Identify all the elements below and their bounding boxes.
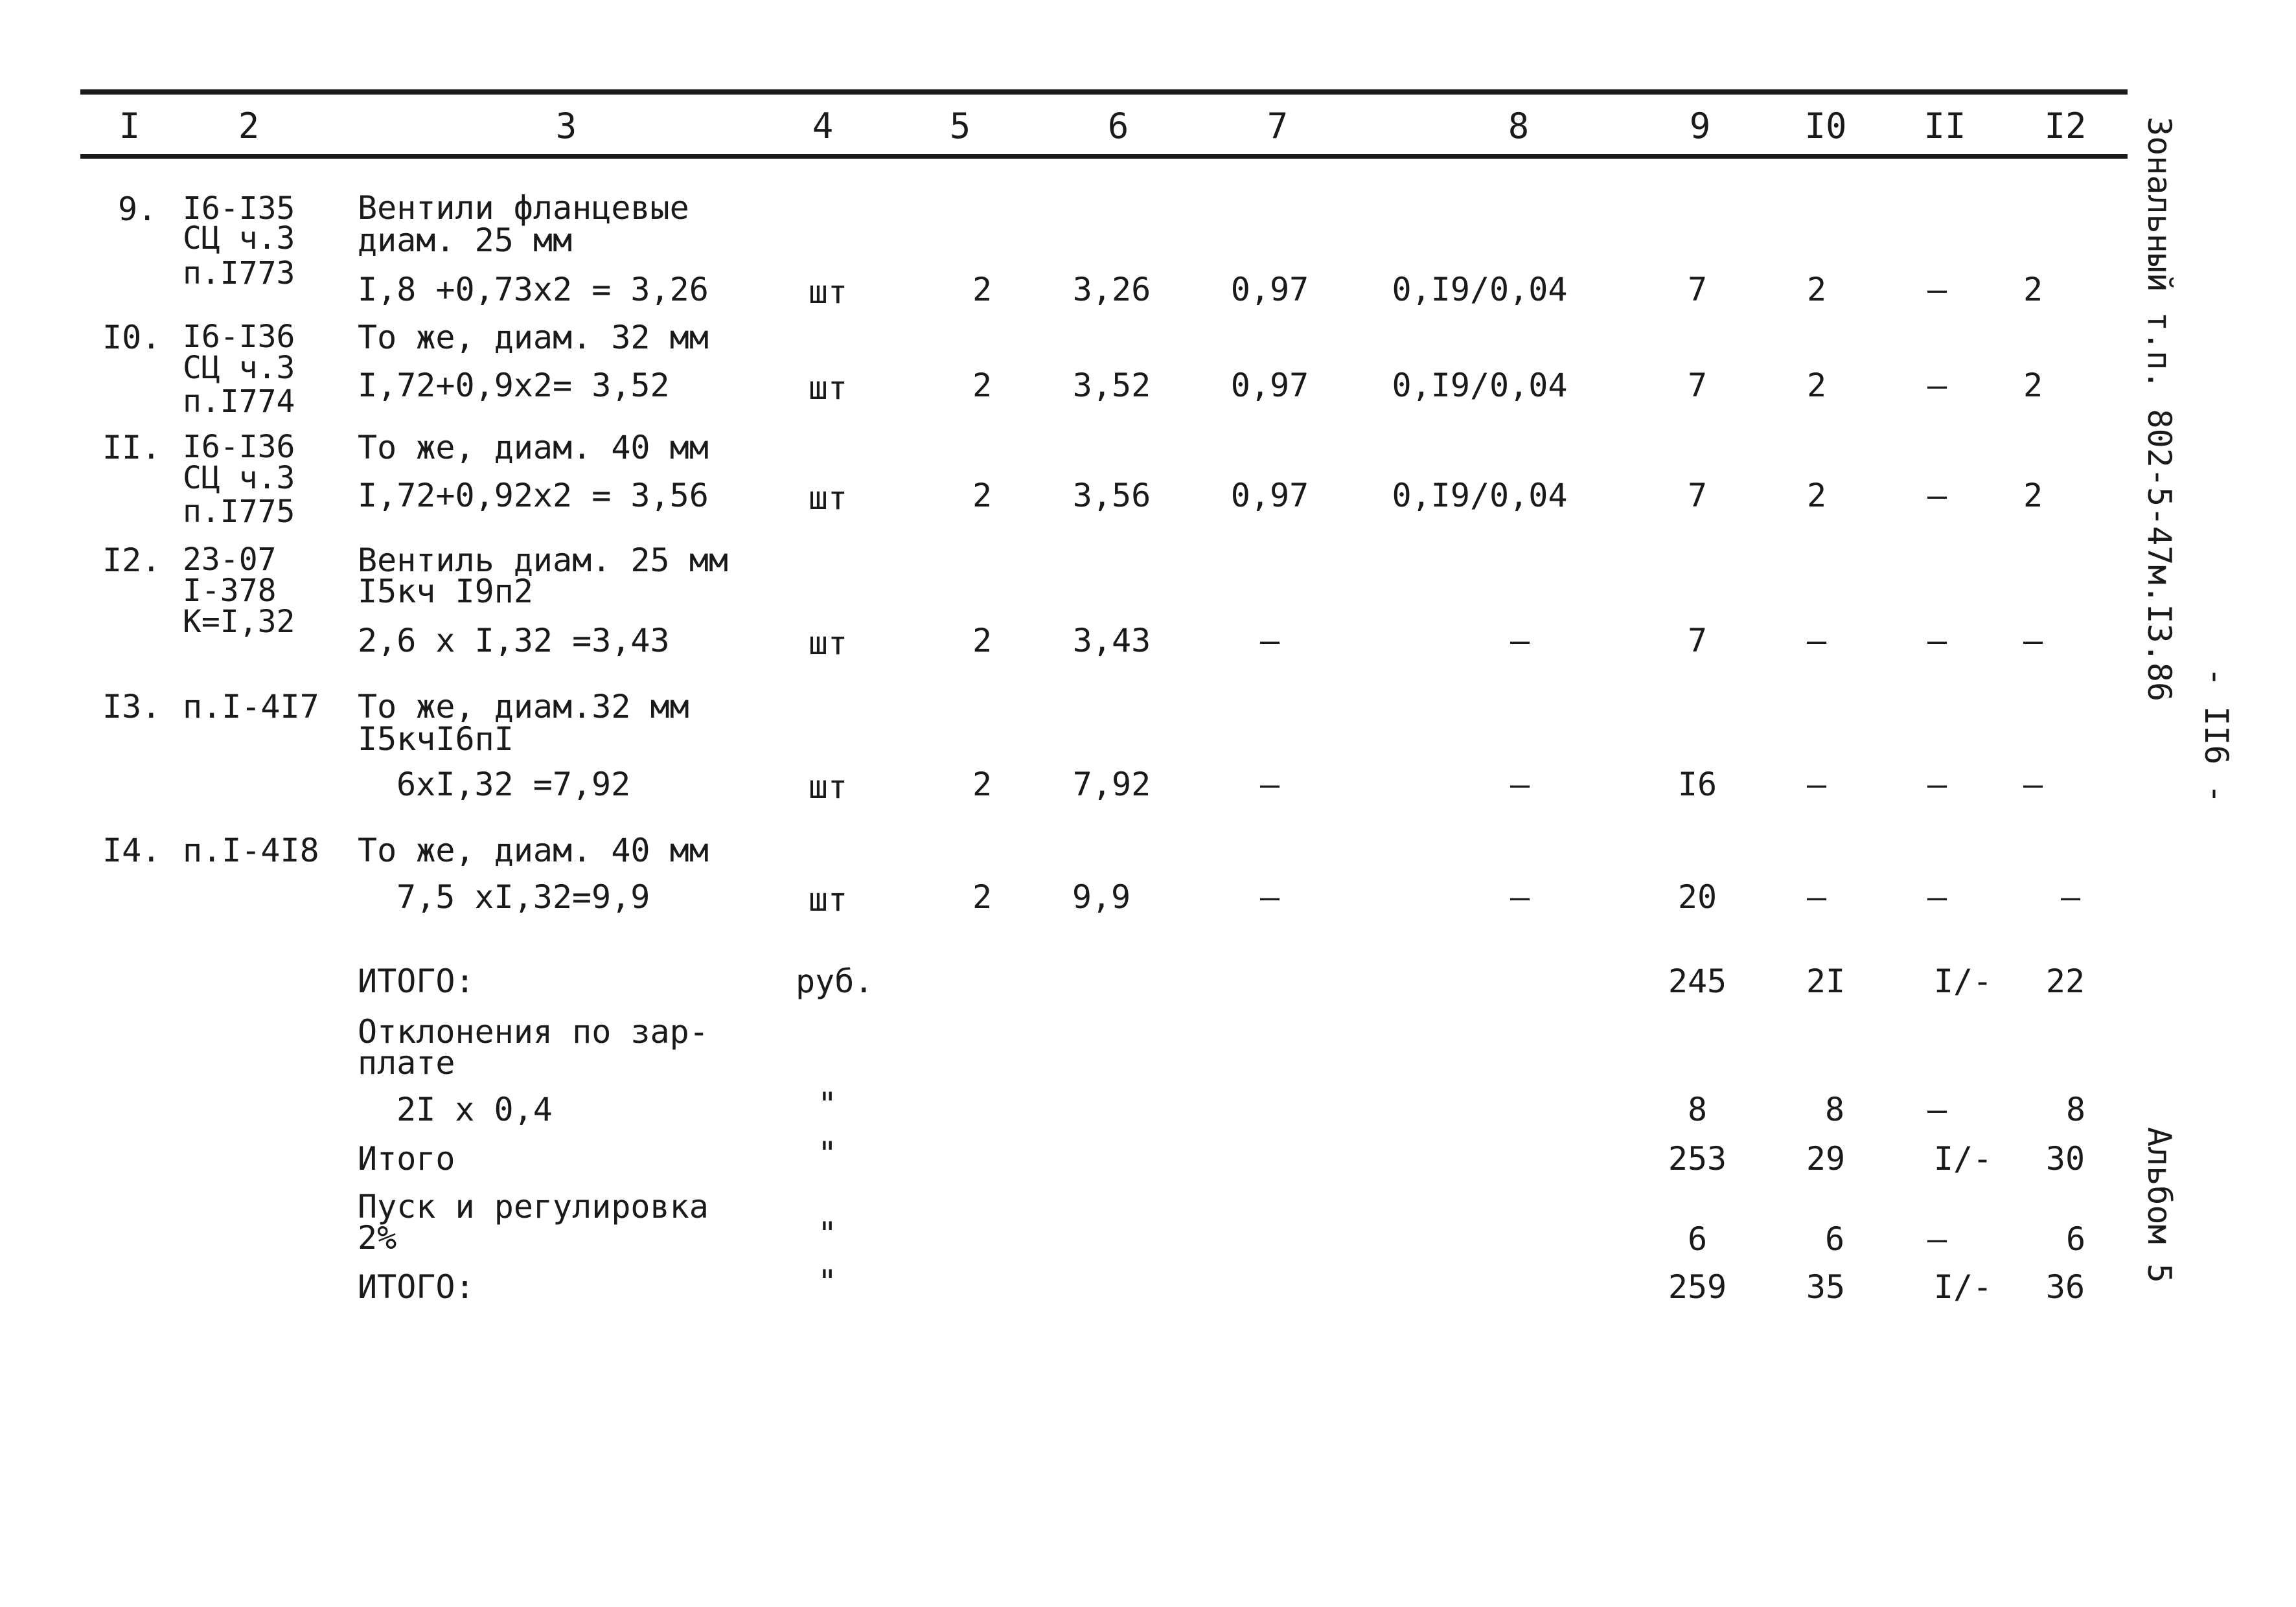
cell-col-5: 2 [972,271,993,308]
row-code: I-378 [183,573,277,609]
row-description: Вентиль диам. 25 мм [358,541,728,579]
total-col-11: I/- [1933,1268,1993,1306]
subtotal-label: Итого [358,1140,455,1178]
deviation-calc: 2I x 0,4 [396,1091,553,1128]
cell-col-6: 9,9 [1072,878,1131,916]
row-code: K=I,32 [183,604,295,640]
row-number: 9. [118,190,157,228]
cell-col-6: 3,52 [1072,367,1151,404]
cell-col-10: 2 [1806,271,1827,308]
grand-total-label: ИТОГО: [358,1268,475,1306]
cell-col-9: 7 [1687,367,1708,404]
cell-col-9: 20 [1677,878,1717,916]
header-col-4: 4 [812,106,834,146]
row-code: СЦ ч.3 [183,350,295,386]
total-col-9: 245 [1668,963,1727,1000]
table-top-rule [80,89,2128,95]
cell-col-11: – [1927,622,1947,659]
cell-col-8: 0,I9/0,04 [1392,477,1568,514]
total-col-12: 6 [2065,1220,2086,1258]
header-col-3: 3 [555,106,577,146]
total-col-12: 30 [2045,1140,2085,1178]
row-unit: шт [808,479,848,517]
row-description: То же, диам. 32 мм [358,319,709,356]
cell-col-5: 2 [972,622,993,659]
row-unit: шт [808,768,848,806]
row-calculation: I,8 +0,73x2 = 3,26 [358,271,709,308]
row-number: I3. [102,688,161,725]
cell-col-7: 0,97 [1230,367,1309,404]
cell-col-7: – [1259,878,1280,916]
row-description: I5кч I9п2 [358,573,533,610]
row-code: п.I773 [183,255,295,291]
total-col-9: 253 [1668,1140,1727,1178]
cell-col-8: 0,I9/0,04 [1392,271,1568,308]
row-number: II. [102,429,161,466]
row-code: I6-I35 [183,190,295,227]
cell-col-7: 0,97 [1230,271,1309,308]
cell-col-10: – [1806,878,1827,916]
row-unit: шт [808,273,848,311]
total-col-12: 36 [2045,1268,2085,1306]
row-number: I0. [102,319,161,356]
total-col-10: 6 [1824,1220,1845,1258]
header-col-6: 6 [1107,106,1129,146]
row-description: То же, диам. 40 мм [358,832,709,869]
cell-col-12: – [2060,878,2081,916]
row-unit: шт [808,881,848,918]
ditto-mark: " [818,1086,838,1123]
header-col-5: 5 [949,106,971,146]
cell-col-8: – [1510,766,1530,803]
cell-col-12: 2 [2023,367,2043,404]
table-header-rule [80,154,2128,159]
cell-col-11: – [1927,766,1947,803]
total-col-10: 35 [1806,1268,1846,1306]
row-description: I5кчI6пI [358,720,514,758]
row-description: То же, диам. 40 мм [358,429,709,466]
row-code: п.I-4I7 [183,688,319,725]
cell-col-8: 0,I9/0,04 [1392,367,1568,404]
cell-col-8: – [1510,622,1530,659]
cell-col-10: 2 [1806,477,1827,514]
startup-label: 2% [358,1219,397,1257]
row-number: I2. [102,541,161,579]
total-col-9: 8 [1687,1091,1708,1128]
header-col-7: 7 [1267,106,1289,146]
deviation-label: плате [358,1044,455,1082]
cell-col-9: 7 [1687,622,1708,659]
ditto-mark: " [818,1215,838,1253]
cell-col-5: 2 [972,878,993,916]
total-col-10: 2I [1806,963,1846,1000]
row-code: п.I-4I8 [183,832,319,869]
cell-col-5: 2 [972,477,993,514]
total-col-10: 8 [1824,1091,1845,1128]
row-code: п.I774 [183,383,295,420]
row-unit: шт [808,624,848,662]
cell-col-11: – [1927,477,1947,514]
cell-col-10: – [1806,766,1827,803]
cell-col-7: – [1259,622,1280,659]
total-col-9: 259 [1668,1268,1727,1306]
cell-col-7: 0,97 [1230,477,1309,514]
row-code: I6-I36 [183,429,295,465]
row-description: Вентили фланцевые [358,189,689,227]
cell-col-9: 7 [1687,271,1708,308]
total-col-12: 22 [2045,963,2085,1000]
cell-col-5: 2 [972,367,993,404]
total-col-9: 6 [1687,1220,1708,1258]
cell-col-12: – [2023,766,2043,803]
cell-col-11: – [1927,367,1947,404]
cell-col-7: – [1259,766,1280,803]
total-col-11: I/- [1933,1140,1993,1178]
total-col-11: I/- [1933,963,1993,1000]
page-number: - II6 - [2198,667,2235,804]
total-col-11: – [1927,1220,1947,1258]
row-code: СЦ ч.3 [183,220,295,256]
deviation-label: Отклонения по зар- [358,1013,709,1051]
ditto-mark: " [818,1263,838,1301]
row-code: СЦ ч.3 [183,460,295,496]
total-col-12: 8 [2065,1091,2086,1128]
total-col-10: 29 [1806,1140,1846,1178]
cell-col-12: – [2023,622,2043,659]
total-label: ИТОГО: [358,963,475,1000]
row-code: п.I775 [183,494,295,530]
startup-label: Пуск и регулировка [358,1188,709,1225]
cell-col-9: I6 [1677,766,1717,803]
cell-col-12: 2 [2023,477,2043,514]
cell-col-6: 3,26 [1072,271,1151,308]
header-col-1: I [119,106,141,146]
row-calculation: 7,5 xI,32=9,9 [396,878,650,916]
cell-col-8: – [1510,878,1530,916]
row-calculation: I,72+0,92x2 = 3,56 [358,477,709,514]
header-col-12: I2 [2044,106,2087,146]
row-description: диам. 25 мм [358,222,573,259]
total-col-11: – [1927,1091,1947,1128]
header-col-2: 2 [238,106,260,146]
header-col-10: I0 [1804,106,1847,146]
ditto-mark: " [818,1135,838,1172]
header-col-11: II [1923,106,1966,146]
row-calculation: 2,6 x I,32 =3,43 [358,622,670,659]
cell-col-11: – [1927,878,1947,916]
cell-col-5: 2 [972,766,993,803]
row-unit: шт [808,369,848,407]
project-code-margin: Зональный т.п. 802-5-47м.I3.86 [2141,117,2178,702]
row-calculation: 6xI,32 =7,92 [396,766,631,803]
cell-col-6: 3,56 [1072,477,1151,514]
cell-col-10: – [1806,622,1827,659]
row-calculation: I,72+0,9x2= 3,52 [358,367,670,404]
cell-col-6: 3,43 [1072,622,1151,659]
cell-col-6: 7,92 [1072,766,1151,803]
total-unit: руб. [796,963,874,1000]
row-number: I4. [102,832,161,869]
header-col-9: 9 [1689,106,1711,146]
album-label: Альбом 5 [2141,1127,2178,1283]
cell-col-11: – [1927,271,1947,308]
cell-col-12: 2 [2023,271,2043,308]
row-description: То же, диам.32 мм [358,688,689,725]
row-code: I6-I36 [183,319,295,355]
cell-col-9: 7 [1687,477,1708,514]
row-code: 23-07 [183,541,277,578]
header-col-8: 8 [1508,106,1530,146]
cell-col-10: 2 [1806,367,1827,404]
